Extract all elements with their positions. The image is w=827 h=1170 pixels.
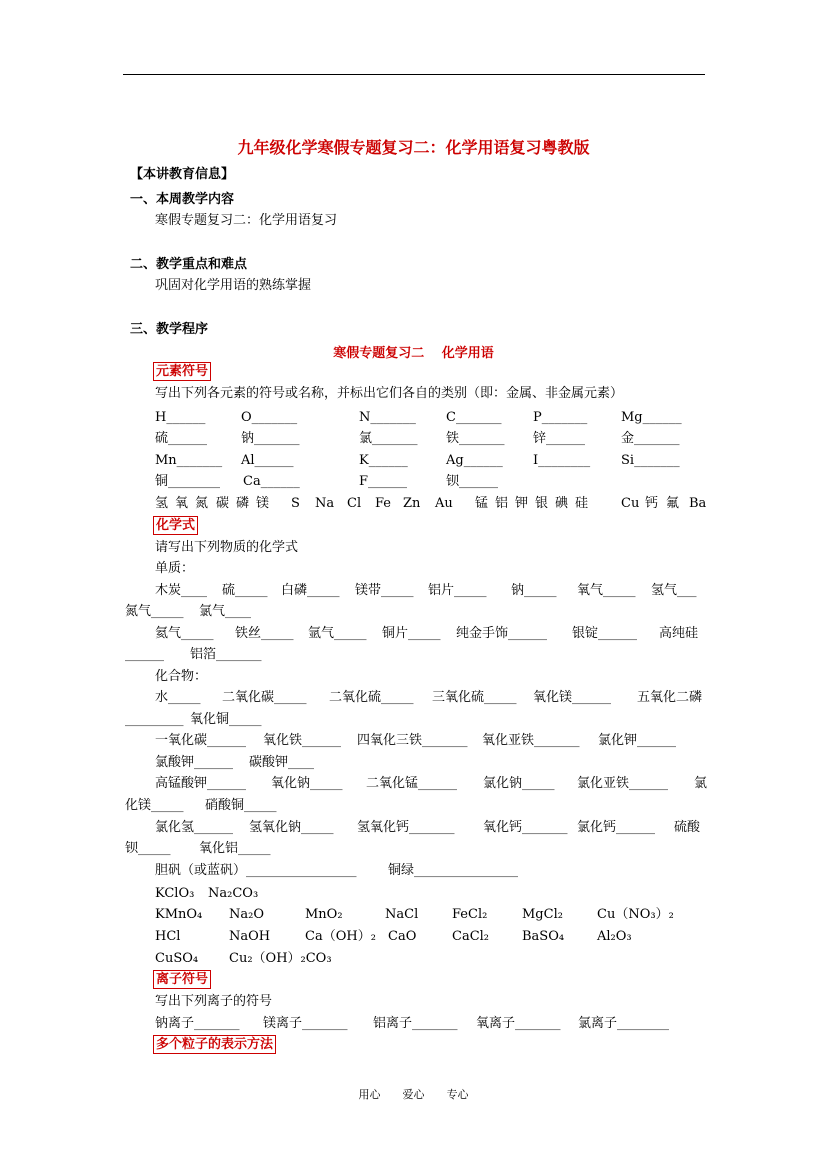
blank-item: 氧化镁______ (533, 690, 612, 705)
formula-token: HCl (155, 929, 181, 944)
formula-token: MgCl₂ (522, 907, 563, 922)
element-token: Au (435, 496, 453, 511)
blank-item: 硫酸 (674, 820, 701, 835)
formula-token: Cu（NO₃）₂ (597, 907, 674, 922)
blank-item: 镁离子_______ (263, 1016, 348, 1031)
blank-item: 氯化钾______ (598, 733, 677, 748)
blank-item: 氧化铜_____ (190, 712, 262, 727)
formula-token: Na₂O (229, 907, 264, 922)
compound-row-3b (0, 798, 827, 814)
formula-label: 化学式 (153, 516, 198, 535)
element-token: S (291, 496, 300, 511)
formula-token: FeCl₂ (452, 907, 488, 922)
formula-token: KMnO₄ (155, 907, 203, 922)
formula-token: BaSO₄ (522, 929, 565, 944)
blank-item: C_______ (446, 410, 502, 425)
blank-item: 钠_______ (241, 431, 300, 446)
formula-instruction: 请写出下列物质的化学式 (155, 540, 299, 555)
info-heading: 【本讲教育信息】 (130, 167, 235, 182)
blank-item: 氯化氢______ (155, 820, 234, 835)
simple-row-1 (0, 583, 827, 599)
blank-item: 银锭______ (572, 626, 638, 641)
blank-item: P_______ (533, 410, 588, 425)
blank-item: 钠_____ (511, 583, 557, 598)
blank-item: 氯化亚铁______ (577, 776, 669, 791)
blank-item: N_______ (359, 410, 416, 425)
section-3-heading: 三、教学程序 (130, 322, 209, 337)
blank-item: 硝酸铜_____ (205, 798, 277, 813)
formula-row-2 (0, 907, 827, 923)
simple-row-2 (0, 626, 827, 642)
formula-token: Na₂CO₃ (208, 886, 259, 901)
blank-item: 铜________ (155, 474, 221, 489)
blank-item: 碳酸钾____ (249, 755, 315, 770)
simple-row-2b (0, 647, 827, 663)
section-2-text: 巩固对化学用语的熟练掌握 (155, 278, 312, 293)
compound-row-3 (0, 776, 827, 792)
section-2-heading: 二、教学重点和难点 (130, 257, 248, 272)
section-1-heading: 一、本周教学内容 (130, 192, 235, 207)
blank-item: 锌______ (533, 431, 586, 446)
blank-item: 氧化钠_____ (271, 776, 343, 791)
simple-substance-label: 单质： (155, 561, 195, 576)
element-token: 镁 (256, 496, 270, 511)
ion-instruction: 写出下列离子的符号 (155, 994, 273, 1009)
element-token: 氧 (175, 496, 189, 511)
blank-item: Al______ (241, 453, 294, 468)
blank-item: 氧化铁______ (263, 733, 342, 748)
blank-item: Si_______ (621, 453, 680, 468)
element-token: Cu (621, 496, 640, 511)
blank-item: 氯酸钾______ (155, 755, 234, 770)
lesson-subtitle: 寒假专题复习二 化学用语 (333, 346, 494, 361)
element-token: Na (315, 496, 335, 511)
formula-row-1 (0, 886, 827, 902)
page-footer: 用心 爱心 专心 (358, 1088, 469, 1101)
formula-token: Cu₂（OH）₂CO₃ (229, 951, 332, 966)
element-token: 钾 (515, 496, 529, 511)
blank-item: 高锰酸钾______ (155, 776, 247, 791)
blank-item: 氯离子________ (578, 1016, 670, 1031)
blank-item: 化镁_____ (125, 798, 184, 813)
element-token: 碳 (216, 496, 230, 511)
compound-row-1 (0, 690, 827, 706)
element-token: 磷 (236, 496, 250, 511)
element-instruction: 写出下列各元素的符号或名称，并标出它们各自的类别（即：金属、非金属元素） (155, 386, 624, 401)
blank-item: Mn_______ (155, 453, 223, 468)
compound-row-2b (0, 755, 827, 771)
element-token: 氮 (195, 496, 209, 511)
blank-item: 铝片_____ (428, 583, 487, 598)
element-token: 氢 (155, 496, 169, 511)
blank-item: 铁_______ (446, 431, 505, 446)
element-token: 锰 (475, 496, 489, 511)
compound-row-2 (0, 733, 827, 749)
blank-item: 氧化亚铁_______ (482, 733, 580, 748)
blank-item: 水_____ (155, 690, 201, 705)
blank-item: Ag______ (446, 453, 503, 468)
blank-item: 硫_____ (222, 583, 268, 598)
element-row-5 (0, 496, 827, 512)
formula-token: MnO₂ (305, 907, 343, 922)
blank-item: 铝箔_______ (190, 647, 262, 662)
blank-item: 钡_____ (125, 841, 171, 856)
blank-item: 高纯硅 (659, 626, 699, 641)
document-title: 九年级化学寒假专题复习二：化学用语复习粤教版 (237, 138, 590, 157)
formula-token: KClO₃ (155, 886, 195, 901)
blank-item: 二氧化锰______ (366, 776, 458, 791)
blank-item: 纯金手饰______ (456, 626, 548, 641)
blank-item: K______ (359, 453, 408, 468)
element-token: 银 (535, 496, 549, 511)
element-token: Cl (347, 496, 362, 511)
blank-item: 钡______ (446, 474, 499, 489)
ion-row (0, 1016, 827, 1032)
blank-item: 氯化钠_____ (483, 776, 555, 791)
compound-row-5 (0, 863, 827, 879)
element-row-2 (0, 431, 827, 447)
element-token: 铝 (495, 496, 509, 511)
blank-item: 氯化钙______ (577, 820, 656, 835)
blank-item: 铝离子_______ (373, 1016, 458, 1031)
blank-item: 铜绿________________ (388, 863, 519, 878)
blank-item: 氢气___ (651, 583, 697, 598)
element-token: Ba (689, 496, 707, 511)
ion-symbol-label: 离子符号 (153, 970, 211, 989)
compound-label: 化合物： (155, 669, 208, 684)
blank-item: 氯气____ (199, 604, 252, 619)
formula-token: CuSO₄ (155, 951, 199, 966)
formula-token: NaOH (229, 929, 271, 944)
compound-row-1b (0, 712, 827, 728)
blank-item: 氧气_____ (577, 583, 636, 598)
element-row-1 (0, 410, 827, 426)
blank-item: I________ (533, 453, 591, 468)
blank-item: 一氧化碳______ (155, 733, 247, 748)
blank-item: 铜片_____ (382, 626, 441, 641)
blank-item: 四氧化三铁_______ (357, 733, 468, 748)
blank-item: ______ (125, 647, 164, 662)
blank-item: 钠离子_______ (155, 1016, 240, 1031)
blank-item: H______ (155, 410, 206, 425)
blank-item: 氢氧化钙_______ (357, 820, 455, 835)
blank-item: 铁丝_____ (235, 626, 294, 641)
blank-item: 氧化铝_____ (199, 841, 271, 856)
blank-item: 氧离子_______ (476, 1016, 561, 1031)
blank-item: 氩气_____ (308, 626, 367, 641)
blank-item: 二氧化硫_____ (329, 690, 414, 705)
blank-item: 三氧化硫_____ (432, 690, 517, 705)
simple-row-1b (0, 604, 827, 620)
blank-item: 氧化钙_______ (483, 820, 568, 835)
header-rule (123, 74, 705, 75)
blank-item: 氢氧化钠_____ (249, 820, 334, 835)
formula-row-3 (0, 929, 827, 945)
element-token: Zn (403, 496, 421, 511)
blank-item: 木炭____ (155, 583, 208, 598)
element-token: 碘 (555, 496, 569, 511)
compound-row-4b (0, 841, 827, 857)
blank-item: 镁带_____ (355, 583, 414, 598)
element-token: 硅 (575, 496, 589, 511)
blank-item: Mg______ (621, 410, 682, 425)
formula-token: CaO (388, 929, 417, 944)
multi-particle-label: 多个粒子的表示方法 (153, 1035, 276, 1054)
blank-item: O_______ (241, 410, 298, 425)
blank-item: 氯_______ (359, 431, 418, 446)
element-token: Fe (375, 496, 392, 511)
blank-item: Ca______ (243, 474, 300, 489)
blank-item: 五氧化二磷 (637, 690, 703, 705)
formula-token: Al₂O₃ (597, 929, 632, 944)
compound-row-4 (0, 820, 827, 836)
blank-item: 氯 (694, 776, 708, 791)
formula-token: NaCl (385, 907, 419, 922)
blank-item: 二氧化碳_____ (222, 690, 307, 705)
section-1-text: 寒假专题复习二：化学用语复习 (155, 213, 338, 228)
element-token: 氟 (666, 496, 680, 511)
formula-token: CaCl₂ (452, 929, 490, 944)
formula-row-4 (0, 951, 827, 967)
element-token: 钙 (645, 496, 659, 511)
element-symbol-label: 元素符号 (153, 362, 211, 381)
formula-token: Ca（OH）₂ (305, 929, 376, 944)
blank-item: 硫______ (155, 431, 208, 446)
blank-item: 白磷_____ (281, 583, 340, 598)
blank-item: 胆矾（或蓝矾）_________________ (155, 863, 357, 878)
blank-item: _________ (125, 712, 184, 727)
element-row-4 (0, 474, 827, 490)
blank-item: 氮气_____ (125, 604, 184, 619)
blank-item: F______ (359, 474, 408, 489)
blank-item: 金_______ (621, 431, 680, 446)
blank-item: 氦气_____ (155, 626, 214, 641)
element-row-3 (0, 453, 827, 469)
